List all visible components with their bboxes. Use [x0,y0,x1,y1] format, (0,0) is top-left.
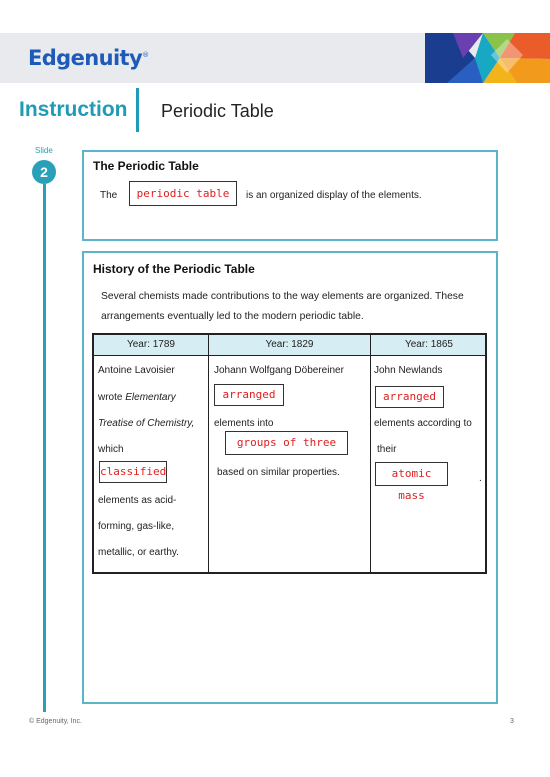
slide-number-badge: 2 [32,160,56,184]
cell-text: Johann Wolfgang Döbereiner [214,365,344,376]
table-header-1789: Year: 1789 [126,339,175,350]
box-title: History of the Periodic Table [93,262,255,276]
cell-text: Treatise of Chemistry, [98,418,195,429]
sentence-suffix: is an organized display of the elements. [246,190,422,201]
periodic-table-box [82,150,498,241]
page-number: 3 [510,718,514,725]
cell-text: elements as acid- [98,495,177,506]
page-title: Periodic Table [161,101,274,121]
cell-text: elements into [214,418,274,429]
cell-text: metallic, or earthy. [98,547,179,558]
section-divider [136,88,139,132]
answer-field-classified[interactable]: classified [99,461,167,483]
cell-text: Antoine Lavoisier [98,365,175,376]
edgenuity-logo: Edgenuity® [28,46,149,70]
slide-timeline [43,184,46,712]
history-table [92,333,487,574]
copyright: © Edgenuity, Inc. [29,718,82,725]
cell-text: their [377,444,397,455]
intro-paragraph: Several chemists made contributions to the way elements are organized. These arrangements eventually led to the modern periodic table. [101,291,464,322]
column-divider [208,335,209,572]
header-bar [0,33,550,83]
cell-text: elements according to [374,418,472,429]
cell-text: which [98,444,124,455]
table-header-1865: Year: 1865 [404,339,453,350]
banner-decoration [425,33,550,83]
sentence-prefix: The [100,190,118,201]
table-header-row [94,335,485,356]
cell-text: . [479,473,482,484]
answer-field-groups-of-three[interactable]: groups of three [225,431,348,455]
column-divider [370,335,371,572]
box-title: The Periodic Table [93,159,199,173]
cell-text: forming, gas-like, [98,521,175,532]
answer-field-arranged[interactable]: arranged [375,386,444,408]
slide-label: Slide [35,146,53,155]
cell-text: John Newlands [374,365,443,376]
answer-field-arranged[interactable]: arranged [214,384,284,406]
section-label: Instruction [19,98,128,121]
answer-field-periodic-table[interactable]: periodic table [129,181,237,206]
cell-text: wrote Elementary [98,392,176,403]
table-header-1829: Year: 1829 [265,339,314,350]
answer-field-atomic-mass[interactable]: atomic mass [375,462,448,486]
cell-text: based on similar properties. [217,467,340,478]
